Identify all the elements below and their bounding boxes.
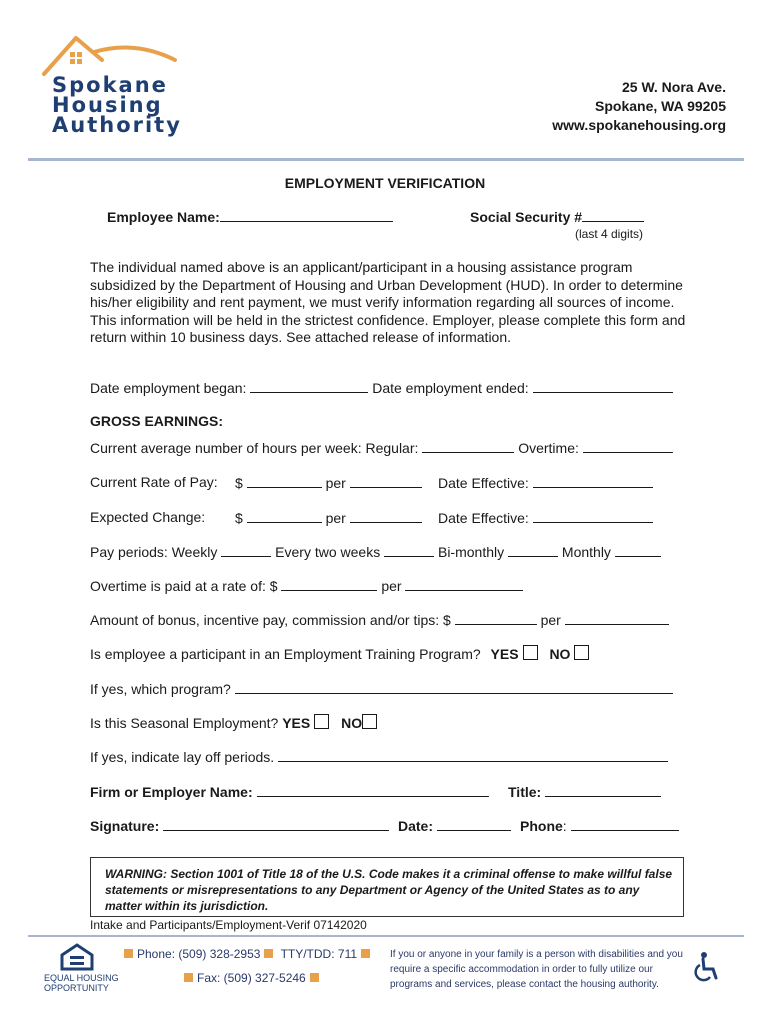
expected-per: per [325, 510, 346, 526]
rate-per: per [325, 475, 346, 491]
rate-effective-label: Date Effective: [438, 475, 529, 491]
date-row [398, 817, 511, 834]
weekly-label: Weekly [171, 544, 218, 560]
address-street: 25 W. Nora Ave. [621, 79, 726, 95]
date-field[interactable] [437, 817, 511, 831]
seasonal-yes-label: YES [282, 715, 311, 731]
expected-effective-label: Date Effective: [438, 510, 529, 526]
hours-overtime-field[interactable] [583, 439, 673, 453]
eho-line1: EQUAL HOUSING [44, 973, 119, 983]
employee-name-row [107, 208, 393, 225]
date-ended-label: Date employment ended: [372, 380, 529, 396]
overtime-rate-row [90, 577, 523, 594]
accommodation-text: If you or anyone in your family is a person with disabilities and you require a specific accommodation in order to fully utilize our programs and services, please contact the housing authority. [390, 949, 683, 990]
rate-effective-row [438, 474, 653, 491]
hours-row [90, 439, 673, 456]
org-name-line3: Authority [52, 113, 182, 137]
rate-label: Current Rate of Pay: [90, 474, 218, 490]
form-title: EMPLOYMENT VERIFICATION [284, 175, 486, 191]
ssn-label: Social Security # [470, 209, 583, 225]
employee-name-label: Employee Name: [107, 209, 220, 225]
signature-row [90, 817, 389, 834]
training-label: Is employee a participant in an Employment Training Program? [90, 646, 481, 662]
pay-periods-label: Pay periods: [90, 544, 168, 560]
seasonal-yes-checkbox[interactable] [314, 714, 329, 729]
bullet-square-icon [361, 949, 370, 958]
hours-regular-field[interactable] [422, 439, 514, 453]
bimonthly-field[interactable] [508, 543, 558, 557]
footer-tty: TTY/TDD: 711 [280, 947, 358, 961]
firm-label: Firm or Employer Name: [90, 784, 253, 800]
website-link[interactable]: www.spokanehousing.org [552, 117, 726, 133]
ssn-hint: (last 4 digits) [575, 227, 644, 241]
pay-periods-row [90, 543, 661, 560]
firm-row [90, 783, 489, 800]
bullet-square-icon [184, 973, 193, 982]
phone-label: Phone [520, 818, 563, 834]
expected-amount-field[interactable] [247, 509, 322, 523]
overtime-rate-label: Overtime is paid at a rate of: $ [90, 578, 278, 594]
wheelchair-icon [692, 951, 722, 983]
warning-box [90, 857, 684, 917]
date-ended-field[interactable] [533, 379, 673, 393]
equal-housing-icon [60, 943, 94, 971]
signature-label: Signature: [90, 818, 160, 834]
expected-dollar: $ [235, 510, 243, 526]
seasonal-label: Is this Seasonal Employment? [90, 715, 279, 731]
rate-effective-field[interactable] [533, 474, 653, 488]
warning-text: WARNING: Section 1001 of Title 18 of the U.S. Code makes it a criminal offense to make willful false statements or misrepresentations to any Department or Agency of the United States as to any matter within its jurisdiction. [105, 867, 673, 913]
employment-dates-row [90, 379, 673, 396]
gross-earnings-heading: GROSS EARNINGS: [90, 413, 224, 429]
footer-phone-row [120, 947, 374, 961]
footer-phone: Phone: (509) 328-2953 [137, 947, 261, 961]
footer-fax: Fax: (509) 327-5246 [197, 971, 306, 985]
overtime-rate-per-field[interactable] [405, 577, 523, 591]
rate-dollar: $ [235, 475, 243, 491]
which-program-field[interactable] [235, 680, 673, 694]
eho-line2: OPPORTUNITY [44, 983, 109, 993]
overtime-rate-per: per [381, 578, 402, 594]
title-label: Title: [508, 784, 542, 800]
title-field[interactable] [545, 783, 661, 797]
seasonal-no-label: NO [341, 715, 363, 731]
employee-name-field[interactable] [220, 208, 393, 222]
footer-divider [28, 935, 744, 937]
which-program-label: If yes, which program? [90, 681, 231, 697]
training-row [90, 645, 589, 662]
training-no-checkbox[interactable] [574, 645, 589, 660]
rate-per-field[interactable] [350, 474, 422, 488]
header-divider [28, 158, 744, 161]
which-program-row [90, 680, 673, 697]
bonus-per: per [540, 612, 561, 628]
expected-per-field[interactable] [350, 509, 422, 523]
weekly-field[interactable] [221, 543, 271, 557]
bullet-square-icon [264, 949, 273, 958]
date-began-label: Date employment began: [90, 380, 247, 396]
rate-amount-row [235, 474, 422, 491]
title-row [508, 783, 661, 800]
bonus-per-field[interactable] [565, 611, 669, 625]
intro-paragraph: The individual named above is an applicant/participant in a housing assistance program subsidized by the Department of Housing and Urban Development (HUD). In order to determine his/her eligibility and rent payment, we must verify information regarding all sources of income. This information will be held in the strictest confidence. Employer, please complete this form and return within 10 business days. See attached release of information. [90, 259, 686, 345]
seasonal-no-checkbox[interactable] [362, 714, 377, 729]
signature-field[interactable] [163, 817, 389, 831]
hours-regular-label: Current average number of hours per week: Regular: [90, 440, 419, 456]
date-label: Date: [398, 818, 434, 834]
firm-field[interactable] [257, 783, 489, 797]
expected-amount-row [235, 509, 422, 526]
form-id: Intake and Participants/Employment-Verif 07142020 [90, 918, 367, 932]
org-name-line2: Housing [52, 93, 163, 117]
bonus-row [90, 611, 669, 628]
house-roof-icon [40, 30, 180, 78]
phone-colon: : [562, 818, 567, 834]
training-no-label: NO [549, 646, 571, 662]
org-name-line1: Spokane [52, 73, 168, 97]
footer-fax-row [180, 971, 323, 985]
phone-row [520, 817, 679, 834]
ssn-field[interactable] [582, 208, 644, 222]
hours-overtime-label: Overtime: [518, 440, 579, 456]
ssn-row [470, 208, 644, 225]
bonus-field[interactable] [455, 611, 537, 625]
monthly-label: Monthly [561, 544, 611, 560]
layoff-field[interactable] [278, 748, 668, 762]
expected-label: Expected Change: [90, 509, 206, 525]
every-two-weeks-label: Every two weeks [275, 544, 381, 560]
training-yes-label: YES [490, 646, 519, 662]
phone-field[interactable] [571, 817, 679, 831]
every-two-weeks-field[interactable] [384, 543, 434, 557]
bimonthly-label: Bi-monthly [437, 544, 505, 560]
address-block [552, 78, 726, 135]
bullet-square-icon [124, 949, 133, 958]
seasonal-row [90, 714, 377, 731]
address-city: Spokane, WA 99205 [595, 98, 726, 114]
training-yes-checkbox[interactable] [523, 645, 538, 660]
date-began-field[interactable] [250, 379, 368, 393]
expected-effective-row [438, 509, 653, 526]
rate-amount-field[interactable] [247, 474, 322, 488]
expected-effective-field[interactable] [533, 509, 653, 523]
bullet-square-icon [310, 973, 319, 982]
layoff-row [90, 748, 668, 765]
overtime-rate-field[interactable] [281, 577, 377, 591]
bonus-label: Amount of bonus, incentive pay, commission and/or tips: $ [90, 612, 451, 628]
monthly-field[interactable] [615, 543, 661, 557]
layoff-label: If yes, indicate lay off periods. [90, 749, 275, 765]
